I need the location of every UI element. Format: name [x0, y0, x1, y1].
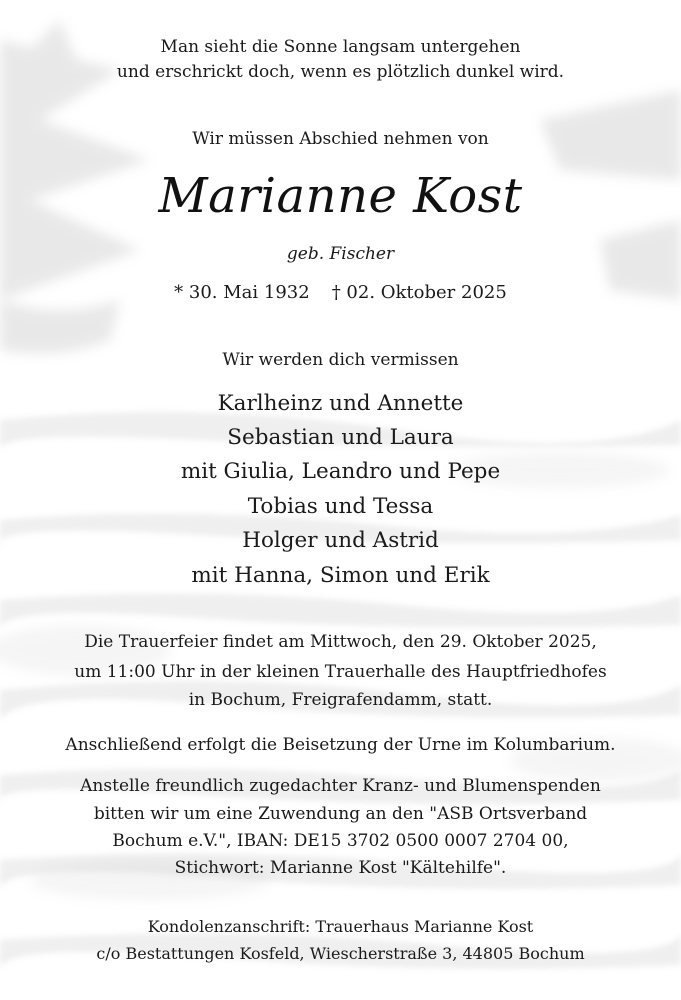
poem-line-2: und erschrickt doch, wenn es plötzlich dunkel wird. — [116, 62, 565, 82]
mourner-line: Sebastian und Laura — [227, 425, 454, 450]
funeral-line: in Bochum, Freigrafendamm, statt. — [188, 690, 493, 710]
mourner-line: mit Hanna, Simon und Erik — [191, 563, 490, 588]
donation-line: bitten wir um eine Zuwendung an den "ASB Ortsverband — [93, 804, 588, 824]
donation-line: Stichwort: Marianne Kost "Kältehilfe". — [174, 858, 507, 878]
mourner-line: Tobias und Tessa — [247, 494, 434, 519]
mourner-line: Karlheinz und Annette — [217, 391, 464, 416]
intro-text: Wir müssen Abschied nehmen von — [192, 129, 489, 149]
mourner-line: mit Giulia, Leandro und Pepe — [180, 459, 501, 484]
birth-date: * 30. Mai 1932 — [174, 282, 310, 303]
birth-name: geb. Fischer — [286, 244, 395, 264]
life-dates — [0, 282, 681, 303]
funeral-line: Die Trauerfeier findet am Mittwoch, den 29. Oktober 2025, — [84, 632, 597, 652]
donation-line: Anstelle freundlich zugedachter Kranz- und Blumenspenden — [80, 776, 601, 796]
poem-line-1: Man sieht die Sonne langsam untergehen — [160, 37, 521, 57]
mourner-line: Holger und Astrid — [242, 528, 439, 553]
deceased-name: Marianne Kost — [158, 168, 523, 224]
funeral-line: um 11:00 Uhr in der kleinen Trauerhalle des Hauptfriedhofes — [74, 662, 607, 682]
miss-line: Wir werden dich vermissen — [222, 350, 459, 370]
condolence-line: c/o Bestattungen Kosfeld, Wiescherstraße 3, 44805 Bochum — [96, 944, 585, 963]
death-date: † 02. Oktober 2025 — [331, 282, 507, 303]
condolence-line: Kondolenzanschrift: Trauerhaus Marianne Kost — [147, 917, 534, 936]
burial-text: Anschließend erfolgt die Beisetzung der Urne im Kolumbarium. — [65, 735, 616, 755]
donation-line: Bochum e.V.", IBAN: DE15 3702 0500 0007 2704 00, — [112, 831, 569, 851]
